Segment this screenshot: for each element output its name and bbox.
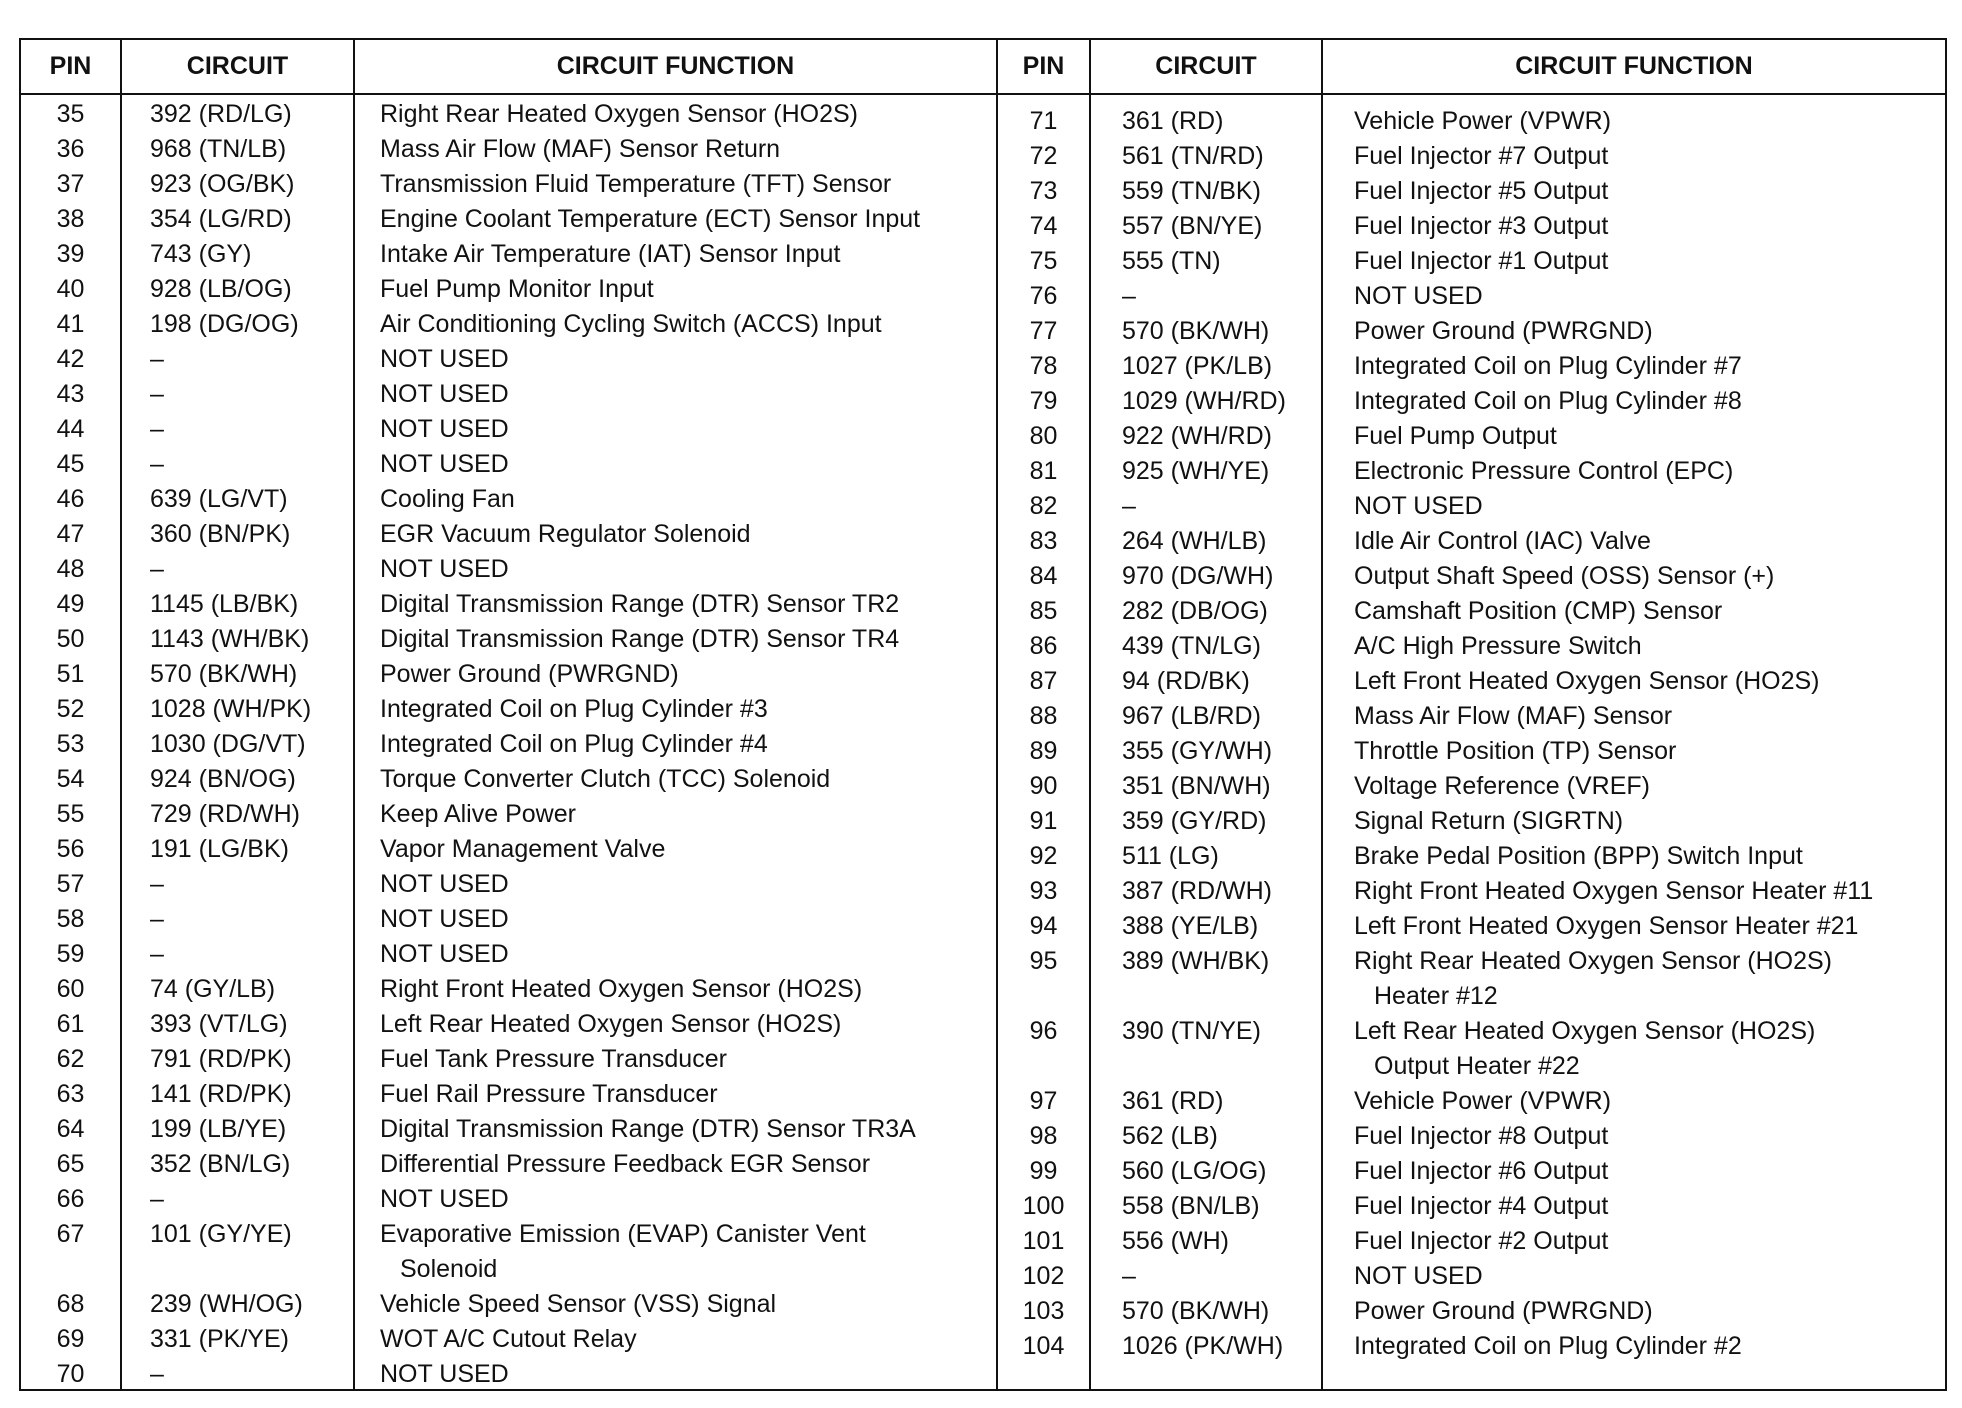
cell-function: Fuel Pump Monitor Input [380, 275, 654, 303]
cell-spacer [998, 1049, 1089, 1084]
header-circuit-function: CIRCUIT FUNCTION [1515, 52, 1753, 80]
cell-pin: 99 [1029, 1157, 1058, 1185]
cell-function: Right Rear Heated Oxygen Sensor (HO2S) [380, 100, 858, 128]
cell-circuit: 282 (DB/OG) [1122, 597, 1268, 625]
cell-circuit: 639 (LG/VT) [150, 485, 288, 513]
cell-function: Power Ground (PWRGND) [1354, 1297, 1653, 1325]
cell-pin: 37 [56, 170, 85, 198]
cell-circuit: 1026 (PK/WH) [1122, 1332, 1284, 1360]
cell-function: NOT USED [380, 905, 509, 933]
cell-pin: 82 [1029, 492, 1058, 520]
cell-pin: 55 [56, 800, 85, 828]
cell-pin: 63 [56, 1080, 85, 1108]
cell-pin: 84 [1029, 562, 1058, 590]
cell-circuit: 1029 (WH/RD) [1122, 387, 1286, 415]
cell-circuit: 141 (RD/PK) [150, 1080, 292, 1108]
cell-function: NOT USED [380, 1185, 509, 1213]
function-column [1323, 93, 1945, 1389]
cell-circuit: 361 (RD) [1122, 107, 1224, 135]
cell-circuit: 968 (TN/LB) [150, 135, 287, 163]
cell-circuit: 351 (BN/WH) [1122, 772, 1271, 800]
cell-circuit: 388 (YE/LB) [1122, 912, 1259, 940]
cell-function: Transmission Fluid Temperature (TFT) Sensor [380, 170, 892, 198]
cell-circuit: 570 (BK/WH) [150, 660, 298, 688]
cell-function: Fuel Injector #3 Output [1354, 212, 1609, 240]
cell-pin: 51 [56, 660, 85, 688]
header-pin: PIN [998, 40, 1091, 93]
cell-function: Electronic Pressure Control (EPC) [1354, 457, 1734, 485]
cell-function: Engine Coolant Temperature (ECT) Sensor Input [380, 205, 921, 233]
cell-pin: 53 [56, 730, 85, 758]
pin-table-left [19, 38, 998, 1391]
circuit-column [1091, 93, 1323, 1389]
cell-circuit: – [150, 870, 164, 898]
cell-circuit: 511 (LG) [1122, 842, 1219, 870]
cell-function: NOT USED [380, 345, 509, 373]
cell-function: Integrated Coil on Plug Cylinder #3 [380, 695, 768, 723]
cell-function: Fuel Pump Output [1354, 422, 1557, 450]
cell-function: Differential Pressure Feedback EGR Sensor [380, 1150, 871, 1178]
header-circuit: CIRCUIT [1091, 40, 1323, 93]
cell-circuit: 198 (DG/OG) [150, 310, 299, 338]
cell-circuit: 1028 (WH/PK) [150, 695, 312, 723]
cell-function: Fuel Injector #4 Output [1354, 1192, 1609, 1220]
cell-circuit: 390 (TN/YE) [1122, 1017, 1261, 1045]
cell-circuit: 359 (GY/RD) [1122, 807, 1267, 835]
cell-pin: 58 [56, 905, 85, 933]
cell-pin: 102 [1022, 1262, 1065, 1290]
cell-function: Left Rear Heated Oxygen Sensor (HO2S) [1354, 1017, 1816, 1045]
cell-function: A/C High Pressure Switch [1354, 632, 1642, 660]
cell-function: NOT USED [1354, 282, 1483, 310]
cell-pin: 62 [56, 1045, 85, 1073]
cell-circuit: 361 (RD) [1122, 1087, 1224, 1115]
function-column [355, 93, 996, 1389]
cell-pin: 59 [56, 940, 85, 968]
cell-pin: 97 [1029, 1087, 1058, 1115]
cell-circuit: 922 (WH/RD) [1122, 422, 1273, 450]
cell-function: WOT A/C Cutout Relay [380, 1325, 637, 1353]
cell-function: Left Front Heated Oxygen Sensor Heater #21 [1354, 912, 1859, 940]
cell-function: NOT USED [380, 415, 509, 443]
cell-circuit: 560 (LG/OG) [1122, 1157, 1267, 1185]
cell-circuit: 354 (LG/RD) [150, 205, 292, 233]
cell-function: NOT USED [380, 450, 509, 478]
cell-function: Power Ground (PWRGND) [1354, 317, 1653, 345]
table-header [998, 40, 1945, 95]
cell-circuit: 1145 (LB/BK) [150, 590, 299, 618]
cell-pin: 104 [1022, 1332, 1065, 1360]
cell-pin: 77 [1029, 317, 1058, 345]
cell-pin: 47 [56, 520, 85, 548]
cell-pin: 103 [1022, 1297, 1065, 1325]
cell-function: Integrated Coil on Plug Cylinder #2 [1354, 1332, 1742, 1360]
cell-circuit: 94 (RD/BK) [1122, 667, 1250, 695]
cell-pin: 90 [1029, 772, 1058, 800]
cell-circuit: 729 (RD/WH) [150, 800, 301, 828]
cell-spacer [21, 1252, 120, 1287]
cell-circuit: – [150, 555, 164, 583]
cell-function: Intake Air Temperature (IAT) Sensor Input [380, 240, 841, 268]
cell-circuit: 191 (LG/BK) [150, 835, 289, 863]
cell-function: Vehicle Speed Sensor (VSS) Signal [380, 1290, 777, 1318]
cell-circuit: 555 (TN) [1122, 247, 1221, 275]
cell-function: Integrated Coil on Plug Cylinder #8 [1354, 387, 1742, 415]
header-circuit-function: CIRCUIT FUNCTION [556, 52, 795, 80]
cell-circuit: 558 (BN/LB) [1122, 1192, 1260, 1220]
cell-function: NOT USED [380, 555, 509, 583]
cell-circuit: 1030 (DG/VT) [150, 730, 306, 758]
cell-function: Mass Air Flow (MAF) Sensor Return [380, 135, 781, 163]
cell-pin: 56 [56, 835, 85, 863]
cell-function: Brake Pedal Position (BPP) Switch Input [1354, 842, 1803, 870]
cell-function: Vehicle Power (VPWR) [1354, 107, 1612, 135]
cell-function: EGR Vacuum Regulator Solenoid [380, 520, 751, 548]
cell-pin: 81 [1029, 457, 1058, 485]
cell-function: Mass Air Flow (MAF) Sensor [1354, 702, 1673, 730]
cell-function: NOT USED [1354, 1262, 1483, 1290]
cell-function: Right Front Heated Oxygen Sensor Heater #11 [1354, 877, 1874, 905]
cell-circuit: 925 (WH/YE) [1122, 457, 1270, 485]
cell-circuit: 562 (LB) [1122, 1122, 1218, 1150]
cell-pin: 75 [1029, 247, 1058, 275]
cell-function: Integrated Coil on Plug Cylinder #4 [380, 730, 768, 758]
cell-pin: 41 [56, 310, 85, 338]
cell-circuit: – [150, 905, 164, 933]
cell-pin: 44 [56, 415, 85, 443]
cell-circuit: 264 (WH/LB) [1122, 527, 1267, 555]
cell-function: Camshaft Position (CMP) Sensor [1354, 597, 1723, 625]
cell-pin: 96 [1029, 1017, 1058, 1045]
cell-function-continuation: Heater #12 [1374, 982, 1498, 1010]
cell-spacer [1122, 979, 1321, 1014]
cell-function: NOT USED [380, 870, 509, 898]
cell-pin: 94 [1029, 912, 1058, 940]
cell-function: Digital Transmission Range (DTR) Sensor TR2 [380, 590, 900, 618]
cell-function: Fuel Injector #8 Output [1354, 1122, 1609, 1150]
cell-pin: 74 [1029, 212, 1058, 240]
cell-pin: 100 [1022, 1192, 1065, 1220]
cell-circuit: – [150, 1360, 164, 1388]
cell-pin: 91 [1029, 807, 1058, 835]
cell-pin: 66 [56, 1185, 85, 1213]
cell-pin: 42 [56, 345, 85, 373]
cell-pin: 78 [1029, 352, 1058, 380]
cell-circuit: 561 (TN/RD) [1122, 142, 1264, 170]
cell-circuit: 570 (BK/WH) [1122, 1297, 1270, 1325]
cell-pin: 86 [1029, 632, 1058, 660]
cell-function: Keep Alive Power [380, 800, 576, 828]
cell-circuit: 743 (GY) [150, 240, 252, 268]
cell-circuit: 791 (RD/PK) [150, 1045, 292, 1073]
cell-function: Cooling Fan [380, 485, 515, 513]
cell-circuit: 101 (GY/YE) [150, 1220, 292, 1248]
cell-circuit: 570 (BK/WH) [1122, 317, 1270, 345]
cell-pin: 36 [56, 135, 85, 163]
cell-pin: 92 [1029, 842, 1058, 870]
cell-pin: 71 [1029, 107, 1058, 135]
cell-circuit: 355 (GY/WH) [1122, 737, 1273, 765]
cell-circuit: – [150, 415, 164, 443]
cell-function: Voltage Reference (VREF) [1354, 772, 1650, 800]
cell-circuit: 331 (PK/YE) [150, 1325, 289, 1353]
cell-circuit: – [150, 345, 164, 373]
table-body [998, 93, 1945, 1389]
cell-function: NOT USED [380, 1360, 509, 1388]
cell-pin: 54 [56, 765, 85, 793]
cell-circuit: 239 (WH/OG) [150, 1290, 303, 1318]
cell-pin: 48 [56, 555, 85, 583]
cell-function: Digital Transmission Range (DTR) Sensor TR4 [380, 625, 900, 653]
cell-pin: 52 [56, 695, 85, 723]
cell-pin: 67 [56, 1220, 85, 1248]
cell-pin: 38 [56, 205, 85, 233]
cell-function: Vapor Management Valve [380, 835, 666, 863]
cell-pin: 79 [1029, 387, 1058, 415]
cell-pin: 64 [56, 1115, 85, 1143]
cell-function: Fuel Injector #1 Output [1354, 247, 1609, 275]
pin-column [998, 93, 1091, 1389]
cell-function: Evaporative Emission (EVAP) Canister Vent [380, 1220, 866, 1248]
cell-pin: 69 [56, 1325, 85, 1353]
cell-function: Power Ground (PWRGND) [380, 660, 679, 688]
cell-spacer [998, 979, 1089, 1014]
cell-pin: 70 [56, 1360, 85, 1388]
cell-function-continuation: Solenoid [400, 1255, 498, 1283]
cell-circuit: 1027 (PK/LB) [1122, 352, 1273, 380]
cell-circuit: 439 (TN/LG) [1122, 632, 1261, 660]
cell-pin: 39 [56, 240, 85, 268]
cell-pin: 45 [56, 450, 85, 478]
header-circuit: CIRCUIT [122, 40, 355, 93]
cell-pin: 46 [56, 485, 85, 513]
cell-function: NOT USED [1354, 492, 1483, 520]
cell-function: NOT USED [380, 380, 509, 408]
cell-pin: 83 [1029, 527, 1058, 555]
cell-function: Digital Transmission Range (DTR) Sensor TR3A [380, 1115, 916, 1143]
table-header [21, 40, 996, 95]
cell-pin: 43 [56, 380, 85, 408]
cell-circuit: – [150, 1185, 164, 1213]
cell-circuit: 928 (LB/OG) [150, 275, 292, 303]
cell-function: Throttle Position (TP) Sensor [1354, 737, 1677, 765]
cell-function: Air Conditioning Cycling Switch (ACCS) Input [380, 310, 882, 338]
cell-pin: 72 [1029, 142, 1058, 170]
cell-function: Fuel Injector #5 Output [1354, 177, 1609, 205]
cell-spacer [1122, 1049, 1321, 1084]
cell-circuit: 389 (WH/BK) [1122, 947, 1270, 975]
cell-function: Torque Converter Clutch (TCC) Solenoid [380, 765, 831, 793]
cell-function-continuation: Output Heater #22 [1374, 1052, 1580, 1080]
cell-circuit: 387 (RD/WH) [1122, 877, 1273, 905]
cell-pin: 98 [1029, 1122, 1058, 1150]
cell-pin: 65 [56, 1150, 85, 1178]
cell-function: Integrated Coil on Plug Cylinder #7 [1354, 352, 1742, 380]
cell-function: Right Front Heated Oxygen Sensor (HO2S) [380, 975, 863, 1003]
cell-function: Right Rear Heated Oxygen Sensor (HO2S) [1354, 947, 1832, 975]
cell-circuit: 392 (RD/LG) [150, 100, 292, 128]
cell-circuit: 1143 (WH/BK) [150, 625, 310, 653]
cell-pin: 60 [56, 975, 85, 1003]
cell-circuit: 970 (DG/WH) [1122, 562, 1274, 590]
cell-pin: 85 [1029, 597, 1058, 625]
cell-function: Fuel Injector #6 Output [1354, 1157, 1609, 1185]
cell-circuit: 352 (BN/LG) [150, 1150, 291, 1178]
cell-pin: 76 [1029, 282, 1058, 310]
cell-function: Fuel Tank Pressure Transducer [380, 1045, 727, 1073]
cell-pin: 49 [56, 590, 85, 618]
cell-circuit: 556 (WH) [1122, 1227, 1229, 1255]
cell-circuit: – [1122, 282, 1136, 310]
cell-circuit: – [150, 940, 164, 968]
cell-function: Idle Air Control (IAC) Valve [1354, 527, 1651, 555]
cell-function: Signal Return (SIGRTN) [1354, 807, 1624, 835]
cell-pin: 68 [56, 1290, 85, 1318]
cell-function: Fuel Rail Pressure Transducer [380, 1080, 718, 1108]
cell-circuit: 74 (GY/LB) [150, 975, 276, 1003]
cell-pin: 61 [56, 1010, 85, 1038]
cell-function: Left Rear Heated Oxygen Sensor (HO2S) [380, 1010, 842, 1038]
cell-pin: 89 [1029, 737, 1058, 765]
cell-spacer [150, 1252, 353, 1287]
cell-circuit: – [150, 380, 164, 408]
cell-circuit: – [1122, 492, 1136, 520]
pin-table-right [996, 38, 1947, 1391]
cell-circuit: 924 (BN/OG) [150, 765, 296, 793]
cell-function: Vehicle Power (VPWR) [1354, 1087, 1612, 1115]
cell-function: NOT USED [380, 940, 509, 968]
cell-circuit: 923 (OG/BK) [150, 170, 295, 198]
cell-pin: 101 [1022, 1227, 1065, 1255]
cell-function: Output Shaft Speed (OSS) Sensor (+) [1354, 562, 1775, 590]
cell-circuit: 393 (VT/LG) [150, 1010, 288, 1038]
cell-pin: 88 [1029, 702, 1058, 730]
header-pin: PIN [21, 40, 122, 93]
cell-circuit: 199 (LB/YE) [150, 1115, 287, 1143]
cell-pin: 40 [56, 275, 85, 303]
cell-circuit: 360 (BN/PK) [150, 520, 291, 548]
cell-circuit: – [1122, 1262, 1136, 1290]
cell-pin: 87 [1029, 667, 1058, 695]
circuit-column [122, 93, 355, 1389]
table-body [21, 93, 996, 1389]
cell-circuit: 559 (TN/BK) [1122, 177, 1261, 205]
cell-pin: 93 [1029, 877, 1058, 905]
cell-function: Left Front Heated Oxygen Sensor (HO2S) [1354, 667, 1820, 695]
cell-pin: 57 [56, 870, 85, 898]
cell-pin: 73 [1029, 177, 1058, 205]
cell-circuit: – [150, 450, 164, 478]
pin-column [21, 93, 122, 1389]
cell-circuit: 967 (LB/RD) [1122, 702, 1261, 730]
cell-function: Fuel Injector #7 Output [1354, 142, 1609, 170]
cell-circuit: 557 (BN/YE) [1122, 212, 1263, 240]
cell-pin: 95 [1029, 947, 1058, 975]
cell-function: Fuel Injector #2 Output [1354, 1227, 1609, 1255]
cell-pin: 80 [1029, 422, 1058, 450]
cell-pin: 50 [56, 625, 85, 653]
cell-pin: 35 [56, 100, 85, 128]
